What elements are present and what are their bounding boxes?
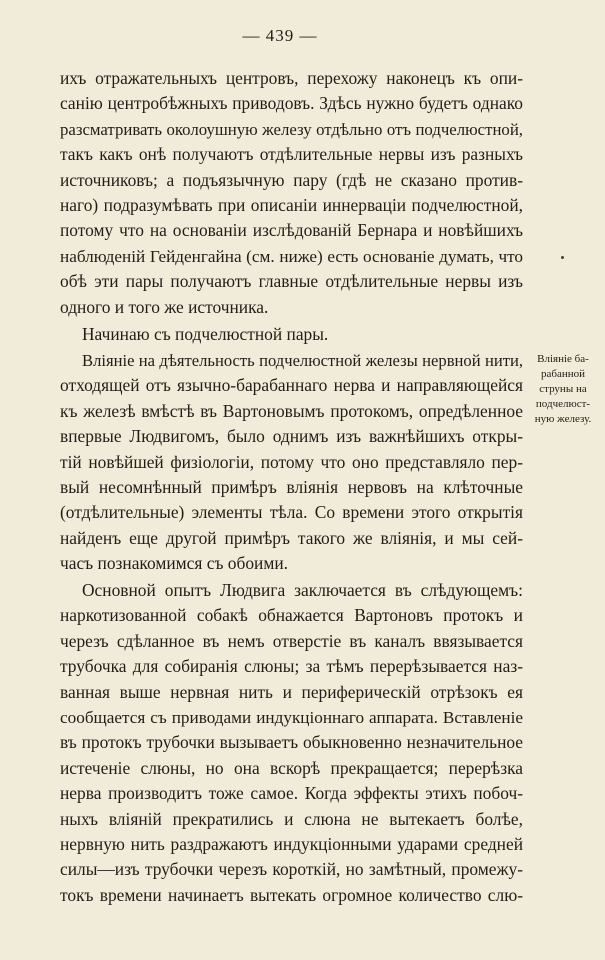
margin-mark — [561, 256, 564, 259]
text-line: найденъ еще другой примѣръ такого же вліянія, и мы сей- — [60, 527, 523, 548]
text-line: часъ познакомимся съ обоими. — [60, 553, 288, 574]
text-line: ихъ отражательныхъ центровъ, перехожу наконецъ къ опи- — [60, 68, 523, 88]
paragraph-1 — [60, 66, 523, 320]
margin-note-line: подчелюст- — [535, 398, 591, 410]
text-line: сообщается съ приводами индукціоннаго аппарата. Вставленіе — [60, 707, 523, 727]
text-line: ныхъ вліяній прекратились и слюна не вытекаетъ болѣе, — [60, 808, 523, 829]
text-line: трубочка для собиранія слюны; за тѣмъ перерѣзывается наз- — [60, 656, 523, 677]
text-line: Начинаю съ подчелюстной пары. — [82, 324, 329, 344]
page-number: — 439 — — [242, 26, 318, 45]
text-line: черезъ сдѣланное въ немъ отверстіе въ каналъ ввязывается — [60, 630, 523, 651]
text-line: тій новѣйшей физіологіи, потому что оно представляло пер- — [60, 451, 523, 472]
margin-note-line: струны на — [539, 383, 587, 395]
text-line: въ протокъ трубочки вызываетъ обыкновенно незначительное — [60, 732, 523, 753]
text-line: источниковъ; а подъязычную пару (гдѣ не сказано против- — [60, 169, 523, 190]
text-line: обѣ эти пары получаютъ главные отдѣлительные нервы изъ — [60, 271, 523, 292]
text-line: такъ какъ онѣ получаютъ отдѣлительные нервы изъ разныхъ — [60, 144, 523, 165]
text-line: Основной опытъ Людвига заключается въ слѣдующемъ: — [82, 580, 523, 600]
paragraph-2 — [60, 322, 523, 347]
margin-note-line: рабанной — [540, 368, 586, 380]
text-line: одного и того же источника. — [60, 296, 269, 317]
text-line: наркотизованной собакѣ обнажается Вартоновъ протокъ и — [60, 605, 523, 626]
text-line: истеченіе слюны, но она вскорѣ прекращается; перерѣзка — [60, 757, 523, 778]
text-line: силы—изъ трубочки черезъ короткій, но замѣтный, промежу- — [60, 859, 523, 880]
text-line: нерва производитъ тоже самое. Когда эффекты этихъ побоч- — [60, 783, 523, 804]
text-line: наго) подразумѣвать при описаніи иннерваціи подчелюстной, — [60, 194, 523, 215]
margin-note — [526, 352, 600, 427]
paragraph-4 — [60, 578, 523, 908]
text-line: (отдѣлительные) элементы тѣла. Со времени этого открытія — [60, 502, 523, 523]
text-line: впервые Людвигомъ, было однимъ изъ важнѣйшихъ откры- — [60, 426, 523, 447]
text-line: къ железѣ вмѣстѣ въ Вартоновымъ протокомъ, опредѣленное — [60, 400, 523, 421]
margin-note-line: ную железу. — [534, 413, 592, 425]
text-line: токъ времени начинаетъ вытекать огромное количество слю- — [60, 884, 523, 905]
text-line: санію центробѣжныхъ приводовъ. Здѣсь нужно будетъ однако — [60, 93, 523, 114]
text-line: потому что на основаніи изслѣдованій Бернара и новѣйшихъ — [60, 220, 523, 241]
text-line: нервную нить раздражаютъ индукціонными ударами средней — [60, 833, 523, 854]
text-line: отходящей отъ язычно-барабаннаго нерва и направляющейся — [60, 375, 523, 396]
text-line: Вліяніе на дѣятельность подчелюстной железы нервной нити, — [82, 351, 523, 370]
paragraph-3 — [60, 348, 523, 577]
text-line: разсматривать околоушную железу отдѣльно отъ подчелюстной, — [60, 119, 523, 139]
margin-note-line: Вліяніе ба- — [537, 353, 589, 365]
text-line: вый несомнѣнный примѣръ вліянія нервовъ на клѣточные — [60, 476, 523, 497]
text-line: ванная выше нервная нить и периферическій отрѣзокъ ея — [60, 681, 523, 702]
text-line: наблюденій Гейденгайна (см. ниже) есть основаніе думать, что — [60, 246, 523, 266]
